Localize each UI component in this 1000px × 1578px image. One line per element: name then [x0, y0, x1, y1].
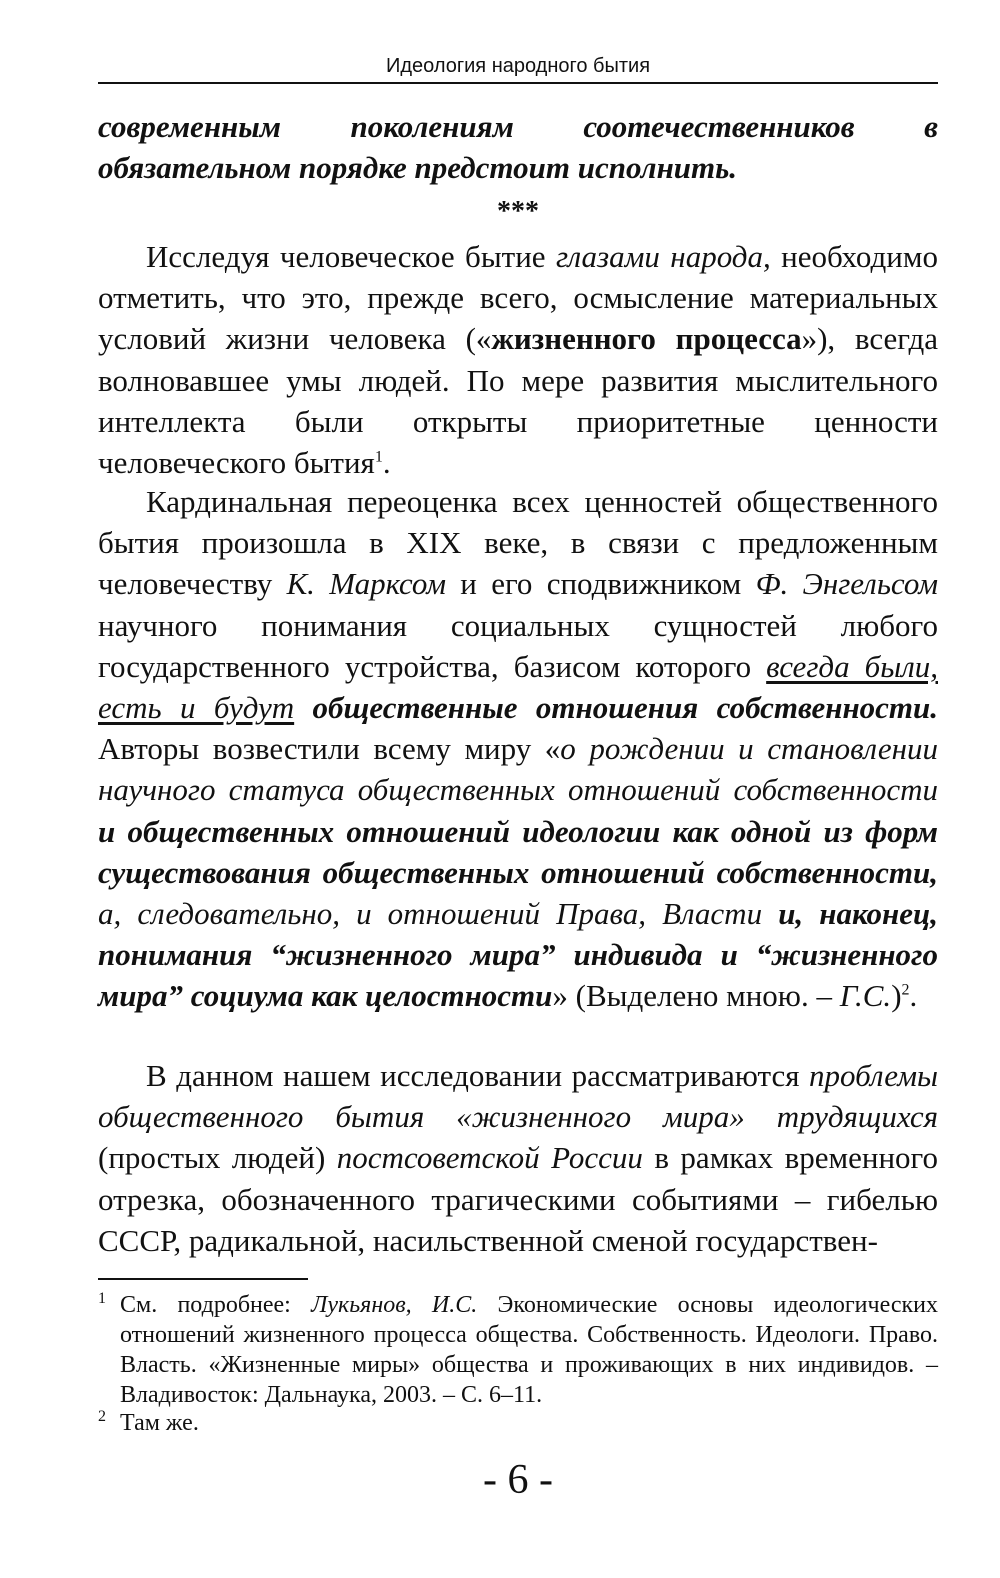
footnote-text — [120, 1290, 938, 1410]
underlined-run: всегда были, есть и будут — [98, 648, 938, 726]
text-run: » (Выделено мною. – — [552, 978, 840, 1014]
text-run: ) — [891, 978, 902, 1014]
paragraph-1 — [98, 236, 938, 483]
paragraph-text: современным поколениям соотечественников в обязательном порядке предстоит исполнить. — [98, 109, 938, 186]
italic-run: глазами народа, — [555, 239, 771, 274]
text-run: и его сподвижником — [446, 566, 756, 602]
italic-run: а, следовательно, и отношений Права, Власти — [98, 896, 763, 932]
header-rule — [98, 82, 938, 84]
section-separator: *** — [497, 196, 539, 227]
text-run: См. подробнее: — [120, 1292, 312, 1318]
italic-run: проблемы общественного бытия «жизненного мира» трудящихся — [98, 1058, 938, 1135]
text-run: Кардинальная переоценка всех ценностей общественного бытия произошла в XIX веке, в связи с предложенным человечеству — [98, 484, 938, 602]
italic-run: Ф. Энгельсом — [755, 566, 939, 602]
text-run: в рамках временного отрезка, обозначенного трагическими событиями – гибелью СССР, радикальной, насильственной сменой государствен- — [98, 1140, 938, 1258]
footnote-1 — [98, 1290, 938, 1410]
footnote-number: 1 — [98, 1290, 106, 1307]
footnote-ref-2[interactable]: 2 — [901, 982, 910, 1000]
italic-run: К. Марксом — [286, 566, 447, 602]
bold-run: жизненного процесса — [491, 321, 802, 357]
text-run: . — [382, 445, 391, 481]
text-run: Экономические основы идеологических отношений жизненного процесса общества. Собственность. Идеологи. Право. Власть. «Жизненные миры» общества и проживающих в них индивидов. – Владивосток: Дальнаука, 2003. – С. 6–11. — [120, 1292, 939, 1408]
bold-italic-run: и общественных отношений идеологии как одной из форм существования общественных отношений собственности, — [98, 813, 938, 890]
text-run — [294, 690, 312, 725]
text-run: (простых людей) — [98, 1140, 337, 1176]
footnote-ref-1[interactable]: 1 — [374, 448, 383, 466]
text-run: »), всегда волновавшее умы людей. По мере развития мыслительного интеллекта были открыты приоритетные ценности человеческого бытия — [98, 321, 938, 481]
text-run: В данном нашем исследовании рассматриваются — [146, 1058, 810, 1093]
bold-italic-run: и, наконец, понимания “жизненного мира” индивида и “жизненного мира” социума как целостности — [98, 896, 938, 1014]
italic-run: постсоветской России — [336, 1140, 643, 1176]
paragraph-2 — [98, 481, 938, 1017]
italic-run: о рождении и становлении научного статуса общественных отношений собственности — [98, 731, 938, 808]
italic-run: Лукьянов, И.С. — [311, 1292, 478, 1318]
text-run: необходимо отметить, что это, прежде всего, осмысление материальных условий жизни человека (« — [98, 239, 938, 357]
bold-italic-run: общественные отношения собственности. — [312, 690, 939, 726]
paragraph-continuation — [98, 106, 938, 188]
footnote-text: Там же. — [120, 1410, 199, 1436]
page-number: - 6 - — [483, 1457, 553, 1503]
footnote-rule — [98, 1278, 308, 1280]
text-run: Авторы возвестили всему миру « — [98, 731, 561, 767]
running-header: Идеология народного бытия — [385, 55, 651, 77]
italic-run: Г.С. — [839, 978, 892, 1014]
paragraph-3 — [98, 1055, 938, 1261]
footnote-number: 2 — [98, 1408, 106, 1425]
text-run: Исследуя человеческое бытие — [146, 239, 556, 274]
text-run: научного понимания социальных сущностей любого государственного устройства, базисом которого — [98, 607, 938, 684]
text-run: . — [909, 978, 918, 1014]
footnote-2 — [98, 1408, 938, 1438]
